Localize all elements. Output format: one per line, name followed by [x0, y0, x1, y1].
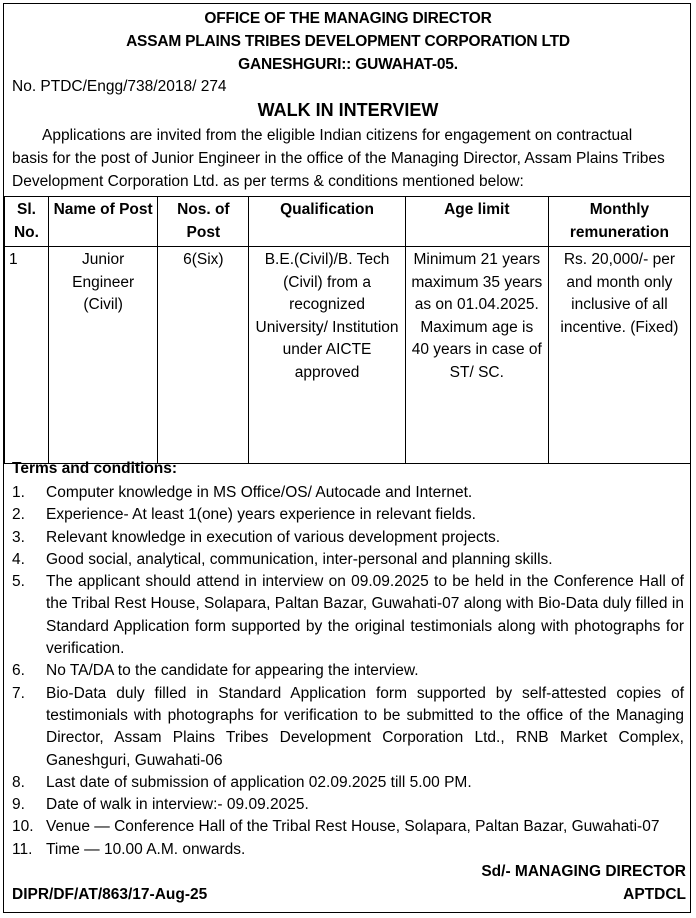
- col-header-monthly-remuneration: Monthly remuneration: [548, 197, 690, 247]
- cell-age-limit: Minimum 21 years maximum 35 years as on 01.04.2025. Maximum age is 40 years in case of ST/ SC.: [405, 247, 548, 464]
- col-header-sl-no: Sl. No.: [5, 197, 49, 247]
- list-item: [12, 527, 684, 549]
- intro-line: basis for the post of Junior Engineer in the office of the Managing Director, Assam Plains Tribes: [12, 150, 665, 167]
- list-item: [12, 660, 684, 682]
- col-header-name-of-post: Name of Post: [48, 197, 157, 247]
- posts-table: [4, 196, 691, 464]
- intro-line: Development Corporation Ltd. as per terms & conditions mentioned below:: [12, 173, 524, 190]
- term-number: 3.: [12, 528, 25, 546]
- term-text: No TA/DA to the candidate for appearing the interview.: [46, 662, 419, 680]
- col-header-nos-of-post: Nos. of Post: [158, 197, 249, 247]
- term-text: Relevant knowledge in execution of various development projects.: [46, 528, 501, 546]
- term-text: Time — 10.00 A.M. onwards.: [46, 840, 246, 858]
- list-item: [12, 794, 684, 816]
- list-item: [12, 571, 684, 660]
- cell-qualification: B.E.(Civil)/B. Tech (Civil) from a recognized University/ Institution under AICTE approved: [249, 247, 405, 464]
- term-text: Last date of submission of application 02.09.2025 till 5.00 PM.: [46, 773, 472, 791]
- list-item: [12, 839, 684, 861]
- intro-paragraph: [12, 124, 684, 193]
- header-address: GANESHGURI:: GUWAHAT-05.: [238, 56, 458, 73]
- term-number: 6.: [12, 662, 25, 680]
- list-item: [12, 504, 684, 526]
- term-number: 10.: [12, 818, 34, 836]
- term-text: Good social, analytical, communication, inter-personal and planning skills.: [46, 550, 553, 568]
- term-text: Experience- At least 1(one) years experience in relevant fields.: [46, 506, 476, 524]
- cell-sl-no: 1: [5, 247, 49, 464]
- term-number: 2.: [12, 506, 25, 524]
- signature-org: APTDCL: [623, 886, 686, 903]
- notice-title: WALK IN INTERVIEW: [257, 100, 439, 120]
- signature-title: Sd/- MANAGING DIRECTOR: [481, 863, 686, 880]
- header-corporation: ASSAM PLAINS TRIBES DEVELOPMENT CORPORATION LTD: [126, 33, 570, 50]
- cell-remuneration: Rs. 20,000/- per and month only inclusive of all incentive. (Fixed): [548, 247, 690, 464]
- col-header-qualification: Qualification: [249, 197, 405, 247]
- term-number: 1.: [12, 484, 25, 501]
- term-number: 9.: [12, 796, 25, 814]
- table-row: [5, 247, 691, 464]
- term-number: 8.: [12, 773, 25, 791]
- col-header-age-limit: Age limit: [405, 197, 548, 247]
- term-number: 5.: [12, 573, 25, 591]
- reference-number: No. PTDC/Engg/738/2018/ 274: [12, 78, 227, 95]
- list-item: [12, 772, 684, 794]
- term-text: Bio-Data duly filled in Standard Application form supported by self-attested copies of testimonials with photographs for verification to be submitted to the office of the Managing Director, Assam Plains Tribes Development Corporation Ltd., RNB Market Complex, Ganeshguri, Guwahati-06: [46, 684, 684, 769]
- term-text: Date of walk in interview:- 09.09.2025.: [46, 796, 309, 814]
- list-item: [12, 816, 684, 838]
- term-text: The applicant should attend in interview on 09.09.2025 to be held in the Conference Hall of the Tribal Rest House, Solapara, Paltan Bazar, Guwahati-07 along with Bio-Data duly filled in Standard Application form supported by the original testimonials along with photographs for verification.: [46, 573, 684, 658]
- list-item: [12, 549, 684, 571]
- term-number: 4.: [12, 550, 25, 568]
- term-number: 7.: [12, 684, 25, 702]
- dipr-number: DIPR/DF/AT/863/17-Aug-25: [12, 886, 208, 903]
- terms-list: [12, 482, 684, 861]
- term-number: 11.: [12, 840, 33, 858]
- terms-title: Terms and conditions:: [12, 460, 178, 477]
- list-item: [12, 482, 684, 504]
- cell-nos-of-post: 6(Six): [158, 247, 249, 464]
- list-item: [12, 683, 684, 772]
- cell-name-of-post: Junior Engineer (Civil): [48, 247, 157, 464]
- header-office: OFFICE OF THE MANAGING DIRECTOR: [204, 10, 492, 27]
- term-text: Venue — Conference Hall of the Tribal Rest House, Solapara, Paltan Bazar, Guwahati-07: [46, 818, 660, 836]
- table-header-row: [5, 197, 691, 247]
- term-text: Computer knowledge in MS Office/OS/ Autocade and Internet.: [46, 484, 473, 501]
- intro-line: Applications are invited from the eligible Indian citizens for engagement on contractual: [42, 127, 633, 144]
